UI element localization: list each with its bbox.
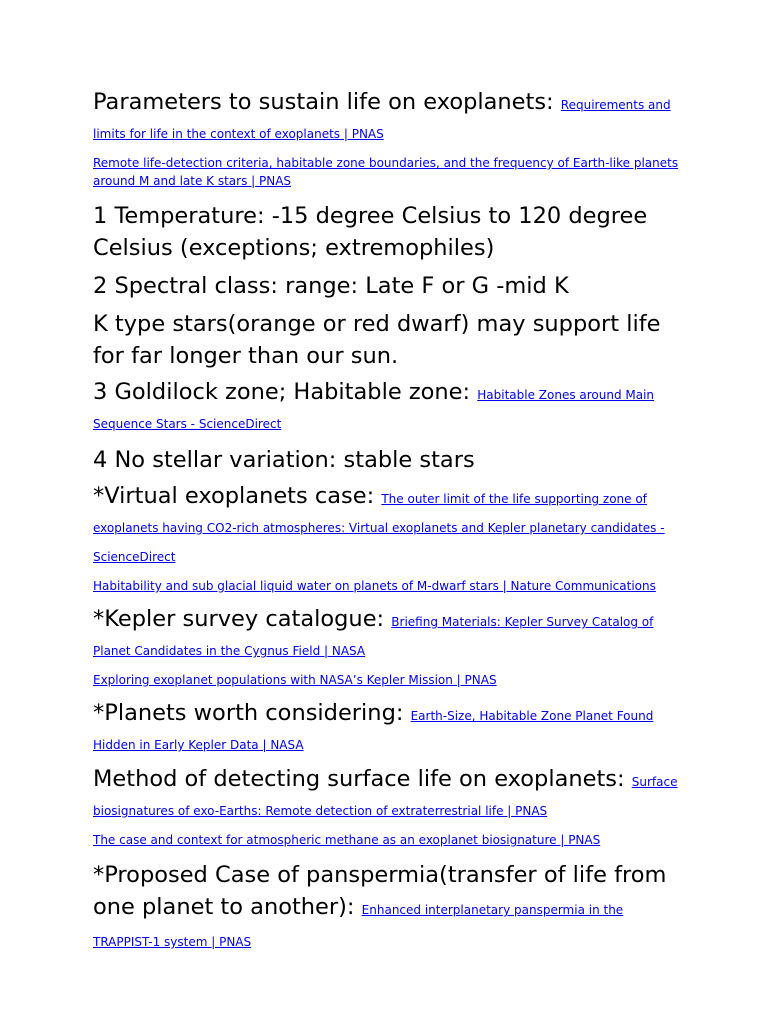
spectral-class-paragraph: 2 Spectral class: range: Late F or G -mid K bbox=[93, 273, 569, 299]
planets-worth-paragraph bbox=[93, 699, 681, 757]
remote-detection-paragraph bbox=[93, 154, 681, 190]
temperature-paragraph: 1 Temperature: -15 degree Celsius to 120 degree Celsius (exceptions; extremophiles) bbox=[93, 203, 648, 261]
k-type-stars-paragraph: K type stars(orange or red dwarf) may support life for far longer than our sun. bbox=[93, 311, 661, 369]
surface-biosignatures-link[interactable]: Surface biosignatures of exo-Earths: Remote detection of extraterrestrial life | PNAS bbox=[93, 775, 678, 818]
exploring-paragraph bbox=[93, 671, 681, 689]
methane-paragraph bbox=[93, 831, 681, 849]
virtual-exoplanets-heading: *Virtual exoplanets case: bbox=[93, 483, 375, 509]
earth-size-planet-link[interactable]: Earth-Size, Habitable Zone Planet Found Hidden in Early Kepler Data | NASA bbox=[93, 709, 654, 752]
habitable-zones-link[interactable]: Habitable Zones around Main Sequence Stars - ScienceDirect bbox=[93, 388, 655, 431]
outer-limit-link[interactable]: The outer limit of the life supporting zone of exoplanets having CO2-rich atmospheres: Virtual exoplanets and Kepler planetary candidates - ScienceDirect bbox=[93, 492, 665, 564]
habitability-paragraph bbox=[93, 577, 681, 595]
virtual-exoplanets-paragraph bbox=[93, 482, 681, 569]
habitability-link[interactable]: Habitability and sub glacial liquid water on planets of M-dwarf stars | Nature Communications bbox=[93, 579, 656, 593]
kepler-survey-paragraph bbox=[93, 605, 681, 663]
parameters-heading: Parameters to sustain life on exoplanets: bbox=[93, 89, 554, 115]
method-heading: Method of detecting surface life on exoplanets: bbox=[93, 766, 625, 792]
remote-detection-link[interactable]: Remote life-detection criteria, habitable zone boundaries, and the frequency of Earth-like planets around M and late K stars | PNAS bbox=[93, 156, 679, 188]
kepler-survey-heading: *Kepler survey catalogue: bbox=[93, 606, 385, 632]
panspermia-paragraph bbox=[93, 859, 681, 955]
document-page bbox=[93, 88, 681, 963]
goldilock-heading: 3 Goldilock zone; Habitable zone: bbox=[93, 379, 471, 405]
kepler-briefing-link[interactable]: Briefing Materials: Kepler Survey Catalog of Planet Candidates in the Cygnus Field | NASA bbox=[93, 615, 654, 658]
exploring-populations-link[interactable]: Exploring exoplanet populations with NASA’s Kepler Mission | PNAS bbox=[93, 673, 497, 687]
requirements-limits-link[interactable]: Requirements and limits for life in the context of exoplanets | PNAS bbox=[93, 98, 671, 141]
parameters-paragraph bbox=[93, 88, 681, 146]
methane-biosignature-link[interactable]: The case and context for atmospheric methane as an exoplanet biosignature | PNAS bbox=[93, 833, 601, 847]
stellar-variation-paragraph: 4 No stellar variation: stable stars bbox=[93, 447, 475, 473]
trappist-panspermia-link[interactable]: Enhanced interplanetary panspermia in the TRAPPIST-1 system | PNAS bbox=[93, 903, 624, 949]
panspermia-heading: *Proposed Case of panspermia(transfer of life from one planet to another): bbox=[93, 862, 667, 920]
goldilock-paragraph bbox=[93, 378, 681, 436]
planets-worth-heading: *Planets worth considering: bbox=[93, 700, 404, 726]
method-paragraph bbox=[93, 765, 681, 823]
